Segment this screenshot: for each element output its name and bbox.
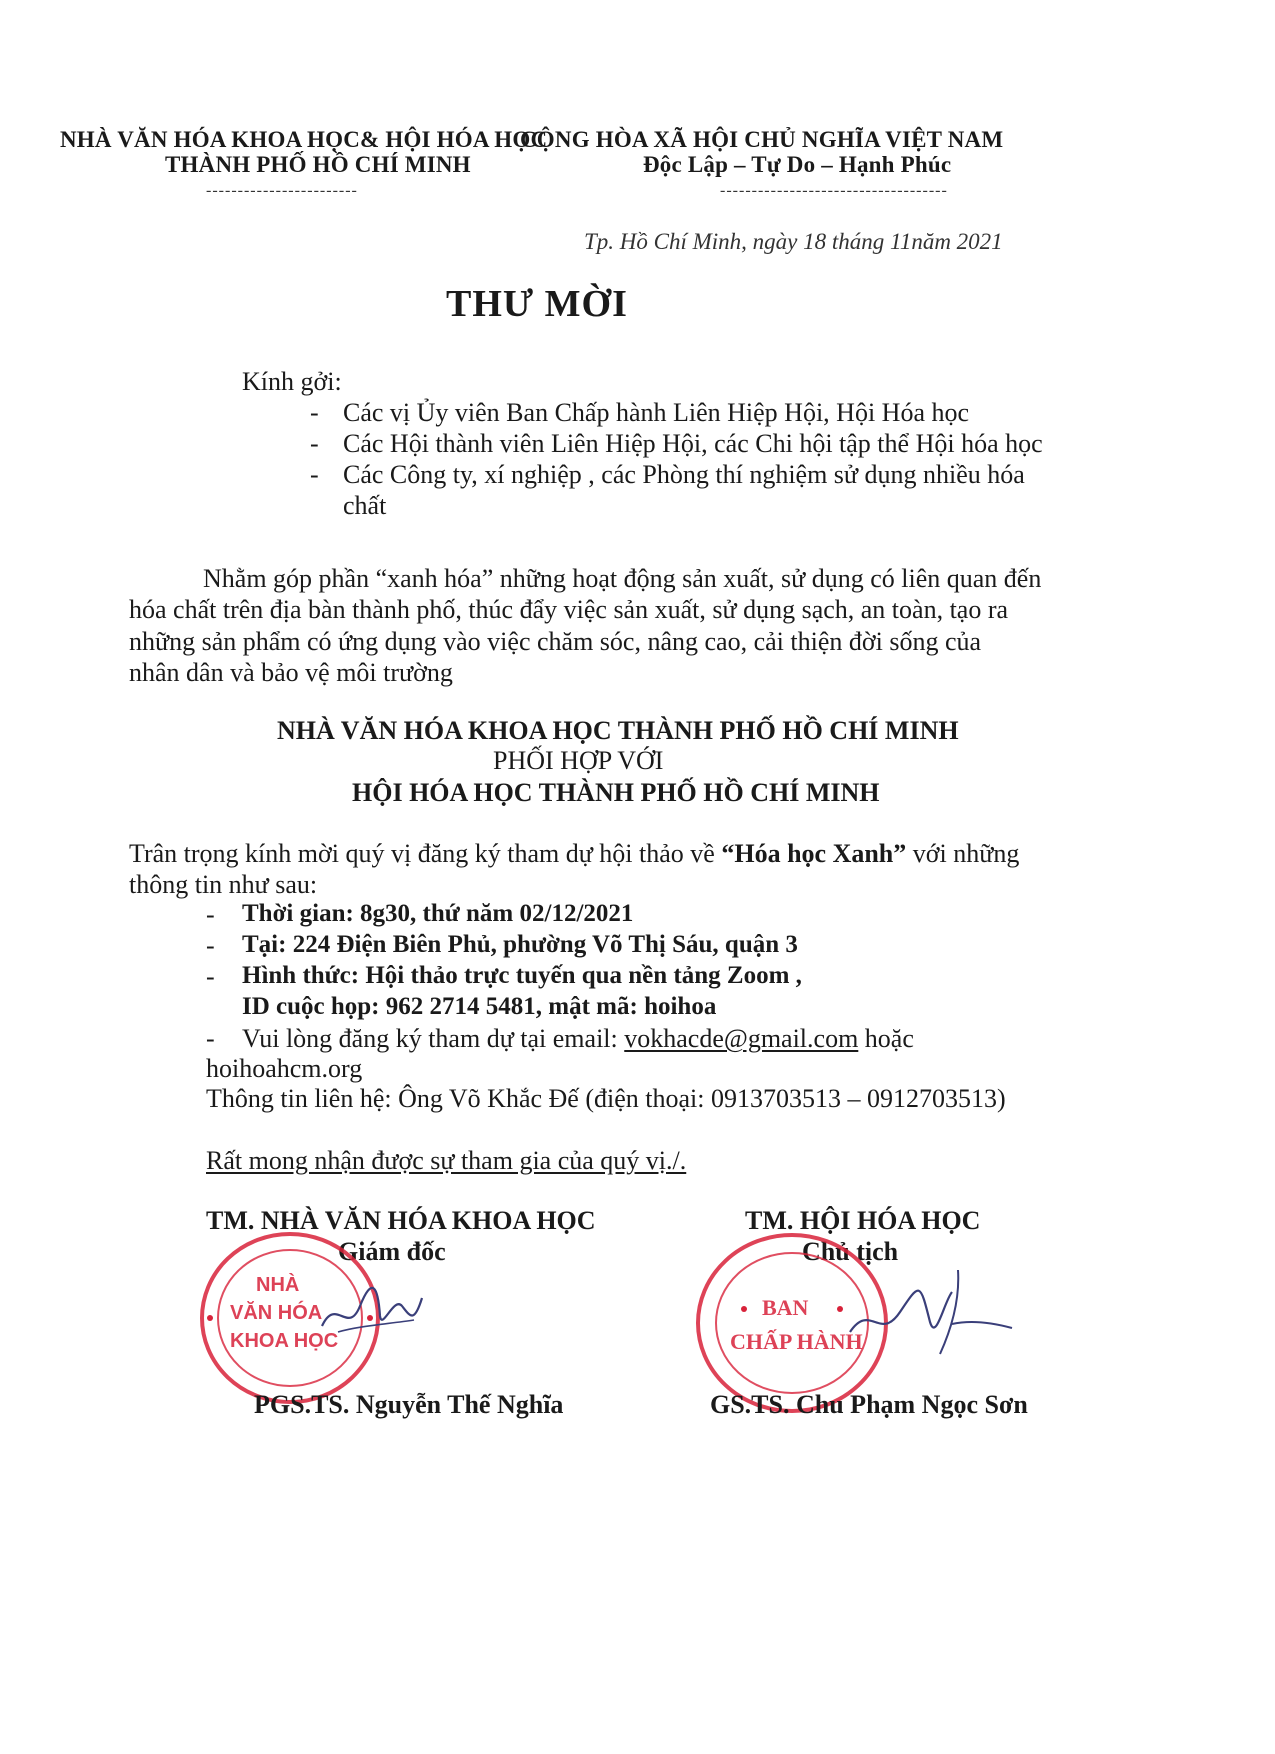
- register-line: [242, 1024, 914, 1054]
- closing-line: Rất mong nhận được sự tham gia của quý vị./.: [206, 1146, 687, 1175]
- meeting-credentials: ID cuộc họp: 962 2714 5481, mật mã: hoihoa: [242, 993, 717, 1020]
- right-handwritten-signature: [840, 1262, 1020, 1362]
- org-name-line1: NHÀ VĂN HÓA KHOA HỌC& HỘI HÓA HỌC: [60, 127, 548, 152]
- event-place: Tại: 224 Điện Biên Phủ, phường Võ Thị Sáu, quận 3: [242, 931, 798, 958]
- organizer-2: HỘI HÓA HỌC THÀNH PHỐ HỒ CHÍ MINH: [352, 778, 880, 807]
- organizer-connector: PHỐI HỢP VỚI: [493, 746, 664, 775]
- recipient-dash: -: [310, 398, 319, 427]
- right-signatory-org: TM. HỘI HÓA HỌC: [745, 1206, 981, 1235]
- website-text: hoihoahcm.org: [206, 1054, 363, 1083]
- svg-text:VĂN HÓA: VĂN HÓA: [230, 1302, 323, 1324]
- event-time: Thời gian: 8g30, thứ năm 02/12/2021: [242, 900, 634, 927]
- page-title: THƯ MỜI: [446, 283, 628, 325]
- svg-text:BAN: BAN: [762, 1295, 809, 1320]
- detail-dash: -: [206, 931, 215, 960]
- right-signatory-role: Chủ tịch: [802, 1237, 899, 1266]
- organizer-1: NHÀ VĂN HÓA KHOA HỌC THÀNH PHỐ HỒ CHÍ MINH: [277, 716, 959, 745]
- email-link[interactable]: vokhacde@gmail.com: [624, 1024, 859, 1053]
- left-handwritten-signature: [318, 1276, 428, 1348]
- date-line: Tp. Hồ Chí Minh, ngày 18 tháng 11năm 2021: [584, 229, 1003, 254]
- svg-text:KHOA HỌC: KHOA HỌC: [230, 1330, 339, 1352]
- invite-line: [129, 839, 1019, 869]
- nation-rule-line: ------------------------------------: [720, 182, 948, 199]
- recipient-dash: -: [310, 429, 319, 458]
- org-name-line2: THÀNH PHỐ HỒ CHÍ MINH: [165, 152, 471, 177]
- left-signatory-org: TM. NHÀ VĂN HÓA KHOA HỌC: [206, 1206, 596, 1235]
- invite-line-2: thông tin như sau:: [129, 870, 318, 899]
- svg-text:NHÀ: NHÀ: [256, 1274, 300, 1296]
- intro-line: hóa chất trên địa bàn thành phố, thúc đẩy việc sản xuất, sử dụng sạch, an toàn, tạo ra: [129, 595, 1009, 624]
- intro-line: nhân dân và bảo vệ môi trường: [129, 658, 453, 687]
- left-signatory-name: PGS.TS. Nguyễn Thế Nghĩa: [254, 1390, 564, 1419]
- event-format: Hình thức: Hội thảo trực tuyến qua nền tảng Zoom ,: [242, 962, 802, 989]
- register-prefix: Vui lòng đăng ký tham dự tại email:: [242, 1024, 625, 1053]
- nation-name: CỘNG HÒA XÃ HỘI CHỦ NGHĨA VIỆT NAM: [520, 127, 1004, 152]
- left-signatory-role: Giám đốc: [338, 1237, 446, 1266]
- intro-line: những sản phẩm có ứng dụng vào việc chăm sóc, nâng cao, cải thiện đời sống của: [129, 627, 982, 656]
- register-suffix: hoặc: [858, 1024, 914, 1053]
- recipient-dash: -: [310, 460, 319, 489]
- invite-suffix: với những: [906, 839, 1020, 868]
- recipient-item: Các Công ty, xí nghiệp , các Phòng thí nghiệm sử dụng nhiều hóa: [343, 460, 1025, 489]
- invite-prefix: Trân trọng kính mời quý vị đăng ký tham dự hội thảo về: [129, 839, 722, 868]
- recipient-item: Các vị Ủy viên Ban Chấp hành Liên Hiệp Hội, Hội Hóa học: [343, 398, 970, 427]
- contact-info: Thông tin liên hệ: Ông Võ Khắc Đế (điện thoại: 0913703513 – 0912703513): [206, 1084, 1006, 1113]
- recipient-item: Các Hội thành viên Liên Hiệp Hội, các Chi hội tập thể Hội hóa học: [343, 429, 1043, 458]
- svg-text:CHẤP HÀNH: CHẤP HÀNH: [730, 1329, 863, 1354]
- detail-dash: -: [206, 1024, 215, 1053]
- detail-dash: -: [206, 962, 215, 991]
- intro-line: Nhằm góp phần “xanh hóa” những hoạt động sản xuất, sử dụng có liên quan đến: [203, 564, 1042, 593]
- invite-topic: “Hóa học Xanh”: [721, 839, 907, 868]
- detail-dash: -: [206, 900, 215, 929]
- org-rule: ------------------------: [206, 182, 358, 199]
- salutation-label: Kính gởi:: [242, 367, 342, 396]
- recipient-item-continued: chất: [343, 491, 387, 520]
- right-signatory-name: GS.TS. Chu Phạm Ngọc Sơn: [710, 1390, 1028, 1419]
- nation-motto: Độc Lập – Tự Do – Hạnh Phúc: [643, 152, 952, 177]
